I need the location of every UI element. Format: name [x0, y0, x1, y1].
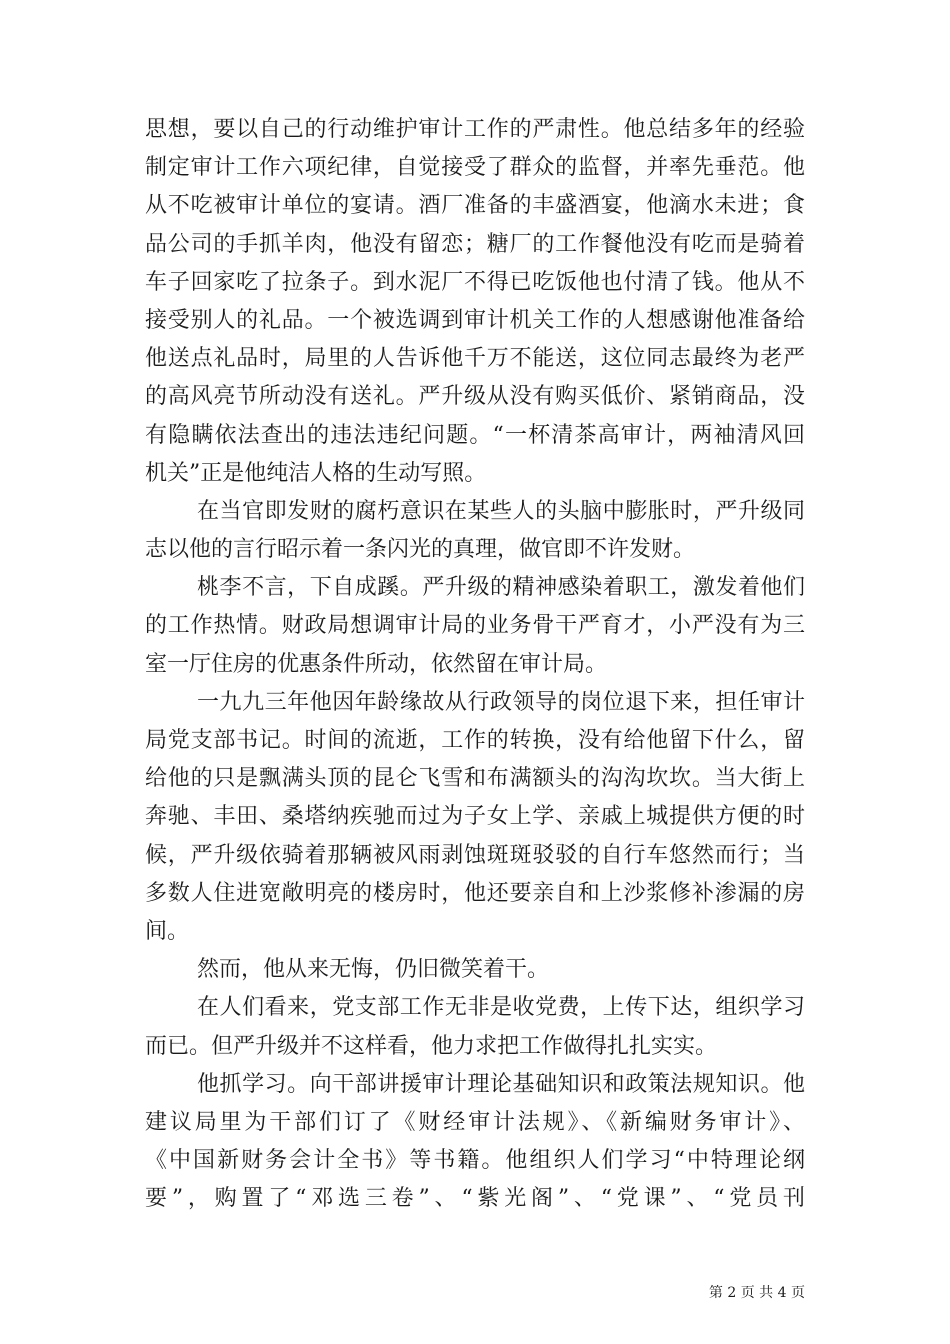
text-line: 室一厅住房的优惠条件所动，依然留在审计局。: [145, 651, 608, 677]
text-line: 建议局里为干部们订了《财经审计法规》、《新编财务审计》、: [145, 1109, 805, 1135]
text-line: 志以他的言行昭示着一条闪光的真理，做官即不许发财。: [145, 537, 696, 563]
text-line: 而已。但严升级并不这样看，他力求把工作做得扎扎实实。: [145, 1033, 718, 1059]
page-number: 第 2 页 共 4 页: [708, 1285, 805, 1301]
body-text: [145, 111, 805, 1218]
text-line: 奔驰、丰田、桑塔纳疾驰而过为子女上学、亲戚上城提供方便的时: [145, 804, 805, 830]
text-line: 从不吃被审计单位的宴请。酒厂准备的丰盛酒宴，他滴水未进；食: [145, 193, 805, 219]
text-line: 然而，他从来无悔，仍旧微笑着干。: [197, 957, 550, 983]
text-line: 的工作热情。财政局想调审计局的业务骨干严育才，小严没有为三: [145, 613, 805, 639]
text-line: 思想，要以自己的行动维护审计工作的严肃性。他总结多年的经验: [145, 117, 805, 142]
text-line: 接受别人的礼品。一个被选调到审计机关工作的人想感谢他准备给: [145, 307, 805, 333]
text-line: 他抓学习。向干部讲援审计理论基础知识和政策法规知识。他: [197, 1071, 805, 1097]
text-line: 有隐瞒依法查出的违法违纪问题。“一杯清茶高审计，两袖清风回: [145, 422, 805, 448]
text-line: 品公司的手抓羊肉，他没有留恋；糖厂的工作餐他没有吃而是骑着: [145, 231, 805, 257]
text-line: 《中国新财务会计全书》等书籍。他组织人们学习“中特理论纲: [145, 1148, 805, 1174]
text-line: 多数人住进宽敞明亮的楼房时，他还要亲自和上沙浆修补渗漏的房: [145, 880, 805, 906]
text-line: 制定审计工作六项纪律，自觉接受了群众的监督，并率先垂范。他: [145, 155, 805, 181]
text-line: 在人们看来，党支部工作无非是收党费，上传下达，组织学习: [197, 995, 805, 1021]
text-line: 一九九三年他因年龄缘故从行政领导的岗位退下来，担任审计: [197, 689, 805, 715]
text-line: 机关”正是他纯洁人格的生动写照。: [145, 460, 487, 486]
text-line: 候，严升级依骑着那辆被风雨剥蚀斑斑驳驳的自行车悠然而行；当: [145, 842, 805, 868]
text-line: 间。: [145, 918, 190, 944]
text-line: 要”，购置了“邓选三卷”、“紫光阁”、“党课”、“党员刊: [145, 1186, 805, 1212]
text-line: 他送点礼品时，局里的人告诉他千万不能送，这位同志最终为老严: [145, 346, 805, 372]
text-line: 的高风亮节所动没有送礼。严升级从没有购买低价、紧销商品，没: [145, 384, 805, 410]
text-line: 局党支部书记。时间的流逝，工作的转换，没有给他留下什么，留: [145, 728, 805, 753]
text-line: 桃李不言，下自成蹊。严升级的精神感染着职工，激发着他们: [197, 575, 805, 601]
text-line: 给他的只是飘满头顶的昆仑飞雪和布满额头的沟沟坎坎。当大街上: [145, 766, 805, 792]
text-line: 车子回家吃了拉条子。到水泥厂不得已吃饭他也付清了钱。他从不: [145, 269, 805, 295]
text-line: 在当官即发财的腐朽意识在某些人的头脑中膨胀时，严升级同: [197, 498, 805, 524]
